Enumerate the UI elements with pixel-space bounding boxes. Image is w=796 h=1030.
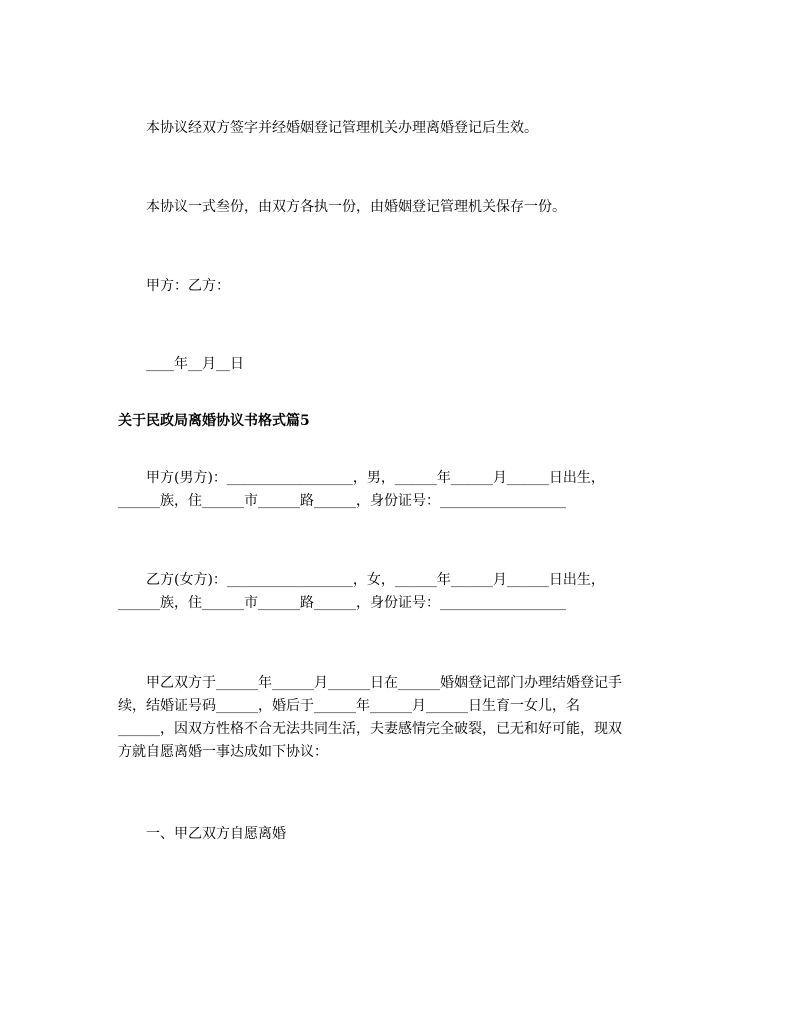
- marriage-line-4: 方就自愿离婚一事达成如下协议：: [118, 744, 328, 760]
- party-b-block: [118, 569, 698, 615]
- agreement-item-1: 一、甲乙双方自愿离婚: [118, 826, 286, 842]
- party-a-line-1: 甲方(男方)：__________________，男，______年______月______日出生，: [118, 470, 605, 486]
- marriage-line-3: ______，因双方性格不合无法共同生活，夫妻感情完全破裂，已无和好可能，现双: [118, 721, 622, 737]
- paragraph-effective-clause: 本协议经双方签字并经婚姻登记管理机关办理离婚登记后生效。: [118, 120, 538, 136]
- paragraph-date: ____年__月__日: [118, 356, 244, 372]
- party-b-line-2: ______族，住______市______路______，身份证号：__________________: [118, 595, 566, 611]
- section-heading: 关于民政局离婚协议书格式篇5: [118, 413, 310, 429]
- paragraph-signatures: 甲方：乙方：: [118, 278, 230, 294]
- party-a-line-2: ______族，住______市______路______，身份证号：__________________: [118, 493, 566, 509]
- party-a-block: [118, 467, 698, 513]
- marriage-line-2: 续，结婚证号码______，婚后于______年______月______日生育一女儿，名: [118, 698, 580, 714]
- paragraph-copies-clause: 本协议一式叁份，由双方各执一份，由婚姻登记管理机关保存一份。: [118, 199, 566, 215]
- party-b-line-1: 乙方(女方)：__________________，女，______年______月______日出生，: [118, 572, 605, 588]
- marriage-line-1: 甲乙双方于______年______月______日在______婚姻登记部门办理结婚登记手: [118, 675, 622, 691]
- marriage-statement-block: [118, 672, 698, 764]
